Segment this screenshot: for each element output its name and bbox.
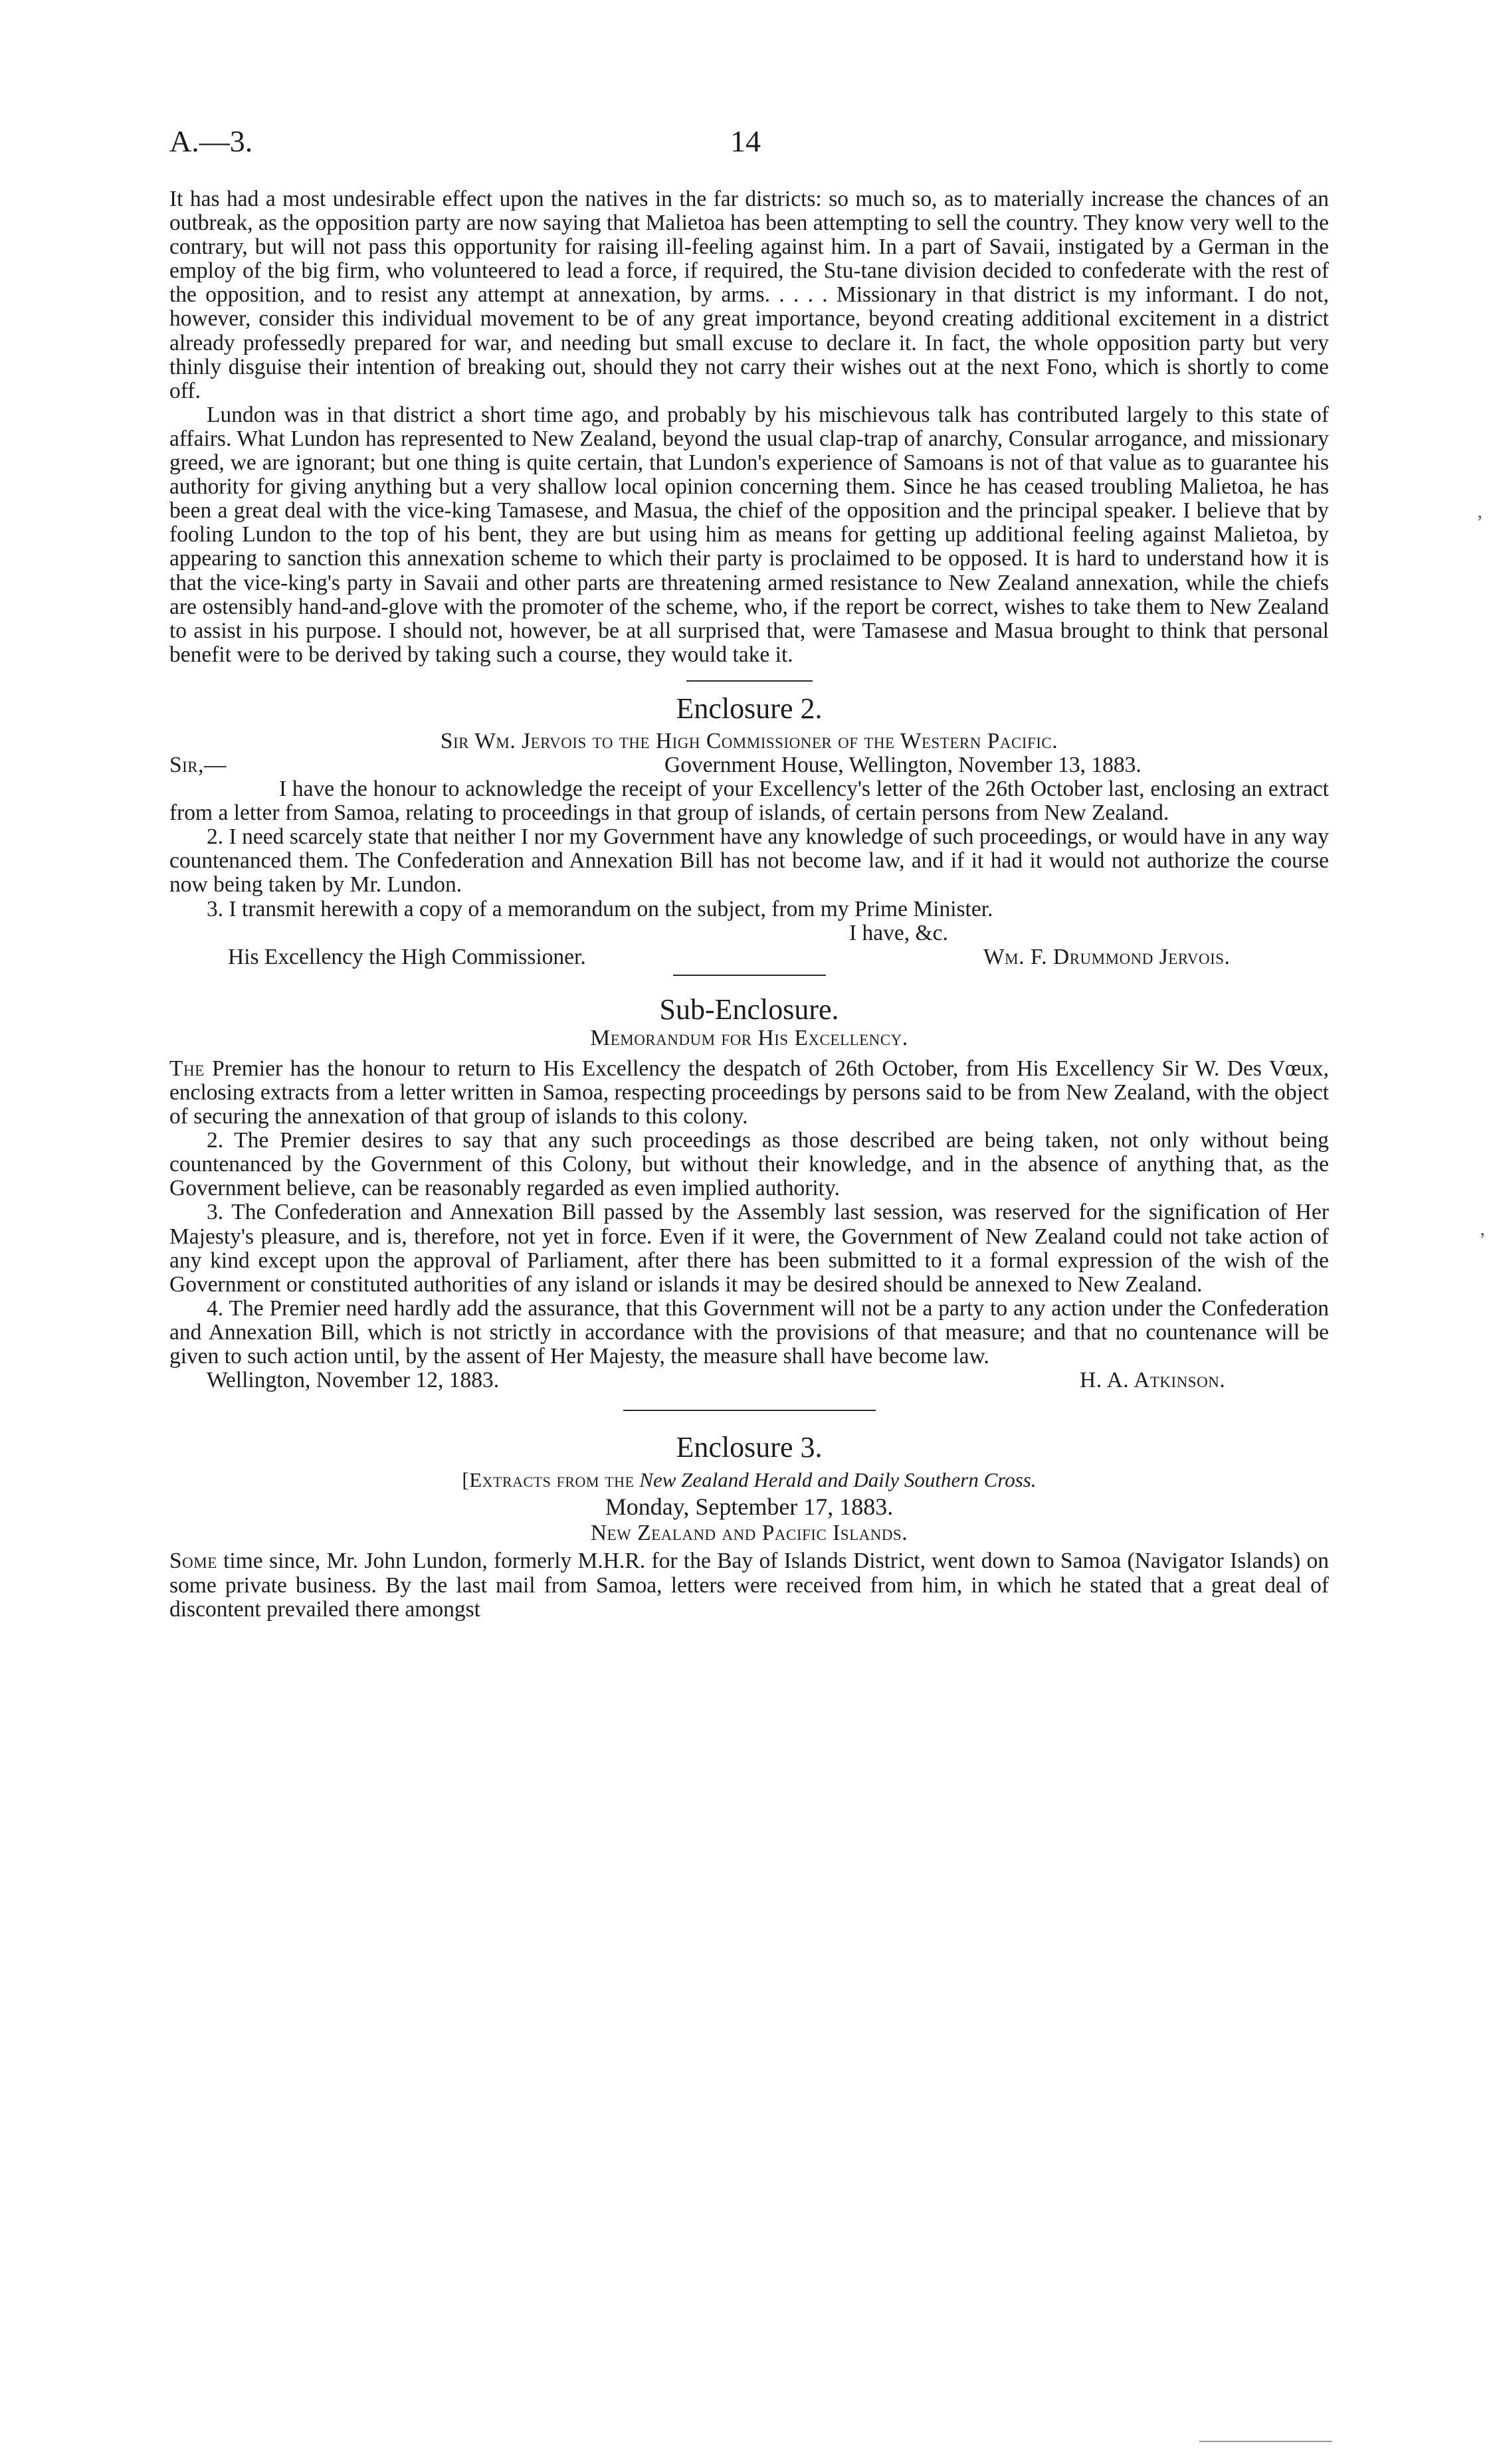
sub-enclosure-lead-word: The xyxy=(169,1056,205,1081)
enclosure-3-date: Monday, September 17, 1883. xyxy=(605,1493,894,1521)
enclosure-3-heading: Enclosure 3. xyxy=(676,1431,823,1464)
intro-paragraph-1: It has had a most undesirable effect upon the natives in the far districts: so much so, as to materially increase the chances of an outbreak, as the opposition party are now saying that Malietoa has been attempting to sell the country. They know very well to the contrary, but will not pass this opportunity for raising ill-feeling against him. In a part of Savaii, instigated by a German in the employ of the big firm, who volunteered to lead a force, if required, the Stu-tane division decided to confederate with the rest of the opposition, and to resist any attempt at annexation, by arms. . . . . Missionary in that district is my informant. I do not, however, consider this individual movement to be of any great importance, beyond creating additional excitement in a district already professedly prepared for war, and needing but small excuse to declare it. In fact, the whole opposition party but very thinly disguise their intention of breaking out, should they not carry their wishes out at the next Fono, which is shortly to come off. xyxy=(169,187,1329,403)
enclosure-2-signature: Wm. F. Drummond Jervois. xyxy=(983,944,1231,969)
sub-enclosure-title: Memorandum for His Excellency. xyxy=(590,1025,908,1050)
section-divider xyxy=(623,1410,876,1411)
margin-mark: ʼ xyxy=(1476,512,1483,533)
sub-enclosure-signature: H. A. Atkinson. xyxy=(1080,1368,1226,1393)
sub-enclosure-heading: Sub-Enclosure. xyxy=(659,993,839,1026)
margin-mark: ʼ xyxy=(1479,1229,1486,1251)
enclosure-2-from-to: Sir Wm. Jervois to the High Commissioner of the Western Pacific. xyxy=(440,728,1058,753)
page-header xyxy=(169,124,1322,163)
sub-enclosure-place-date: Wellington, November 12, 1883. xyxy=(207,1368,500,1393)
intro-paragraph-2: Lundon was in that district a short time ago, and probably by his mischievous talk has contributed largely to this state of affairs. What Lundon has represented to New Zealand, beyond the usual clap-trap of anarchy, Consular arrogance, and missionary greed, we are ignorant; but one thing is quite certain, that Lundon's experience of Samoans is not of that value as to guarantee his authority for giving anything but a very shallow local opinion concerning them. Since he has ceased troubling Malietoa, he has been a great deal with the vice-king Tamasese, and Masua, the chief of the opposition and the principal speaker. I believe that by fooling Lundon to the top of his bent, they are but using him as means for getting up additional feeling against Malietoa, by appearing to sanction this annexation scheme to which their party is proclaimed to be opposed. It is hard to understand how it is that the vice-king's party in Savaii and other parts are threatening armed resistance to New Zealand annexation, while the chiefs are ostensibly hand-and-glove with the promoter of the scheme, who, if the report be correct, wishes to take them to New Zealand to assist in his purpose. I should not, however, be at all surprised that, were Tamasese and Masua brought to think that personal benefit were to be derived by taking such a course, they would take it. xyxy=(169,402,1329,667)
sub-enclosure-signature-row xyxy=(169,1369,1329,1392)
scan-artifact-line xyxy=(1199,2441,1332,2442)
enclosure-2-closing-row xyxy=(169,921,1329,945)
enclosure-2-salutation: Sir,— xyxy=(169,752,227,777)
enclosure-2-salutation-row xyxy=(169,753,1329,777)
sub-enclosure-paragraph-3: 3. The Confederation and Annexation Bill passed by the Assembly last session, was reserved for the signification of Her Majesty's pleasure, and is, therefore, not yet in force. Even if it were, the Government of New Zealand could not take action of any kind except upon the approval of Parliament, after there has been submitted to it a formal expression of the wish of the Government or constituted authorities of any island or islands it may be desired should be annexed to New Zealand. xyxy=(169,1200,1329,1297)
enclosure-3-title: New Zealand and Pacific Islands. xyxy=(590,1521,908,1546)
sub-enclosure-paragraph-4: 4. The Premier need hardly add the assurance, that this Government will not be a party to any action under the Confederation and Annexation Bill, which is not strictly in accordance with the provisions of that measure; and that no countenance will be given to such action until, by the assent of Her Majesty, the measure shall have become law. xyxy=(169,1295,1329,1369)
document-reference: A.—3. xyxy=(169,124,253,158)
enclosure-2-paragraph-1: I have the honour to acknowledge the receipt of your Excellency's letter of the 26th October last, enclosing an extract from a letter from Samoa, relating to proceedings in that group of islands, of certain persons from New Zealand. xyxy=(169,777,1329,826)
sub-enclosure-paragraph-2: 2. The Premier desires to say that any such proceedings as those described are being taken, not only without being countenanced by the Government of this Colony, but without their knowledge, and in the absence of anything that, as the Government believe, can be reasonably regarded as even implied authority. xyxy=(169,1128,1329,1201)
enclosure-2-addressee: His Excellency the High Commissioner. xyxy=(228,944,586,969)
enclosure-3-source: [Extracts from the New Zealand Herald and Daily Southern Cross. xyxy=(462,1468,1037,1492)
enclosure-2-heading: Enclosure 2. xyxy=(676,692,823,725)
enclosure-2-closing: I have, &c. xyxy=(849,920,948,945)
enclosure-2-paragraph-3: 3. I transmit herewith a copy of a memorandum on the subject, from my Prime Minister. xyxy=(207,896,993,921)
page-content xyxy=(169,187,1329,1622)
section-divider xyxy=(673,975,826,976)
page-number: 14 xyxy=(730,124,761,158)
enclosure-2-signature-row xyxy=(169,945,1329,969)
enclosure-2-paragraph-2: 2. I need scarcely state that neither I nor my Government have any knowledge of such proceedings, or would have in any way countenanced them. The Confederation and Annexation Bill has not become law, and if it had it would not authorize the course now being taken by Mr. Lundon. xyxy=(169,824,1329,898)
sub-enclosure-paragraph-1: The Premier has the honour to return to His Excellency the despatch of 26th October, from His Excellency Sir W. Des Vœux, enclosing extracts from a letter written in Samoa, respecting proceedings by persons said to be from New Zealand, with the object of securing the annexation of that group of islands to this colony. xyxy=(169,1056,1330,1129)
section-divider xyxy=(686,680,813,682)
enclosure-2-address: Government House, Wellington, November 13, 1883. xyxy=(664,752,1142,777)
enclosure-3-lead-word: Some xyxy=(169,1549,217,1574)
enclosure-3-paragraph-1: Some time since, Mr. John Lundon, formerly M.H.R. for the Bay of Islands District, went down to Samoa (Navigator Islands) on some private business. By the last mail from Samoa, letters were received from him, in which he stated that a great deal of discontent prevailed there amongst xyxy=(169,1549,1330,1622)
